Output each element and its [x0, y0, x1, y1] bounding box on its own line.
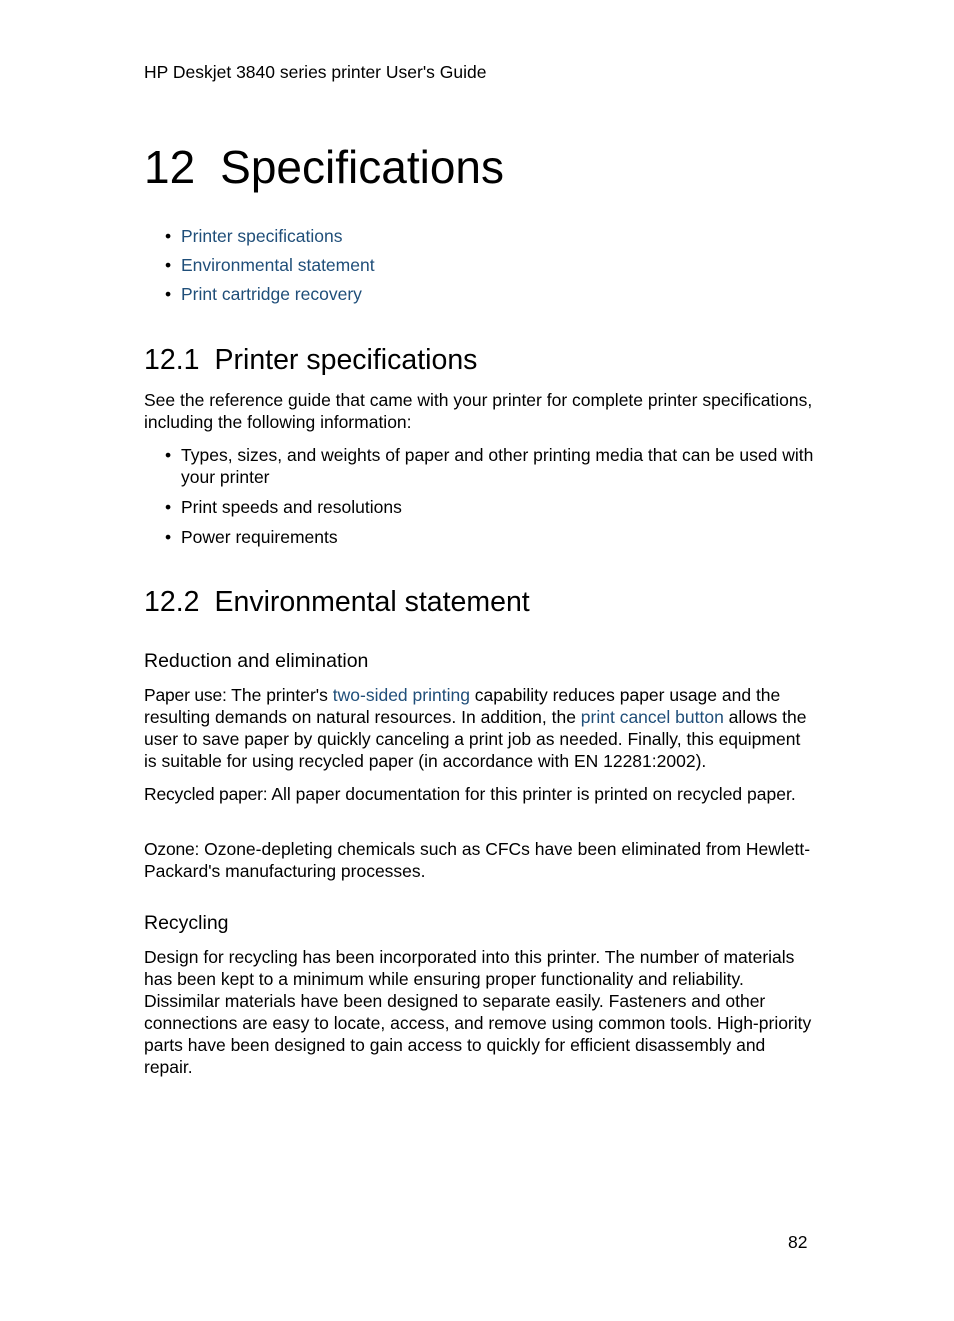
section-title-environmental-statement	[144, 585, 530, 619]
paper-use-label: Paper use:	[144, 685, 227, 705]
section-title-text: Environmental statement	[214, 586, 530, 618]
list-item-text: Print speeds and resolutions	[181, 497, 402, 517]
chapter-title	[144, 139, 504, 195]
bullet-icon: •	[165, 527, 172, 547]
paper-use-text-1: The printer's	[226, 685, 333, 705]
toc-item	[144, 254, 375, 276]
recycling-paragraph: Design for recycling has been incorporated into this printer. The number of materials has been kept to a minimum while ensuring proper functionality and reliability. Dissimilar materials have been designed to separate easily. Fasteners and other connections are easy to locate, access, and remove using common tools. High-priority parts have been designed to gain access to quickly for efficient disassembly and repair.	[144, 947, 812, 1077]
bullet-icon: •	[165, 226, 172, 246]
toc-item	[144, 225, 375, 247]
section-number: 12.2	[144, 586, 200, 618]
paper-use-paragraph	[144, 684, 814, 772]
section-title-text: Printer specifications	[214, 344, 478, 376]
subsection-title-reduction: Reduction and elimination	[144, 650, 369, 672]
bullet-icon: •	[165, 497, 172, 517]
paper-use-text-2: capability reduces paper usage and the resulting demands on natural resources. In addition, the	[144, 685, 781, 727]
ozone-paragraph	[144, 838, 814, 882]
toc-item	[144, 283, 375, 305]
paper-use-text-3: allows the user to save paper by quickly canceling a print job as needed. Finally, this equipment is suitable for using recycled paper (in accordance with EN 12281:2002).	[144, 707, 807, 771]
print-cancel-button-link[interactable]: print cancel button	[580, 707, 724, 727]
toc-link-printer-specifications[interactable]: Printer specifications	[181, 226, 343, 246]
ozone-label: Ozone:	[144, 839, 200, 859]
two-sided-printing-link[interactable]: two-sided printing	[332, 685, 470, 705]
chapter-number: 12	[144, 141, 196, 193]
page-number: 82	[788, 1232, 808, 1252]
section-title-printer-specifications	[144, 343, 477, 377]
printer-specifications-list	[144, 444, 814, 556]
list-item-text: Types, sizes, and weights of paper and other printing media that can be used with your printer	[181, 445, 814, 487]
section-number: 12.1	[144, 344, 200, 376]
list-item-text: Power requirements	[181, 527, 338, 547]
running-header: HP Deskjet 3840 series printer User's Guide	[144, 62, 487, 82]
list-item	[144, 496, 814, 518]
list-item	[144, 526, 814, 548]
toc-link-environmental-statement[interactable]: Environmental statement	[181, 255, 375, 275]
ozone-text: Ozone-depleting chemicals such as CFCs have been eliminated from Hewlett-Packard's manufacturing processes.	[144, 839, 811, 881]
printer-specifications-intro: See the reference guide that came with your printer for complete printer specifications, including the following information:	[144, 390, 813, 432]
chapter-title-text: Specifications	[220, 141, 504, 193]
bullet-icon: •	[165, 445, 172, 465]
subsection-title-recycling: Recycling	[144, 912, 229, 934]
bullet-icon: •	[165, 284, 172, 304]
bullet-icon: •	[165, 255, 172, 275]
toc-link-print-cartridge-recovery[interactable]: Print cartridge recovery	[181, 284, 362, 304]
recycled-paper-paragraph	[144, 783, 814, 805]
chapter-toc	[144, 225, 375, 312]
recycled-paper-text: All paper documentation for this printer is printed on recycled paper.	[267, 784, 796, 804]
recycled-paper-label: Recycled paper:	[144, 784, 268, 804]
list-item	[144, 444, 814, 488]
